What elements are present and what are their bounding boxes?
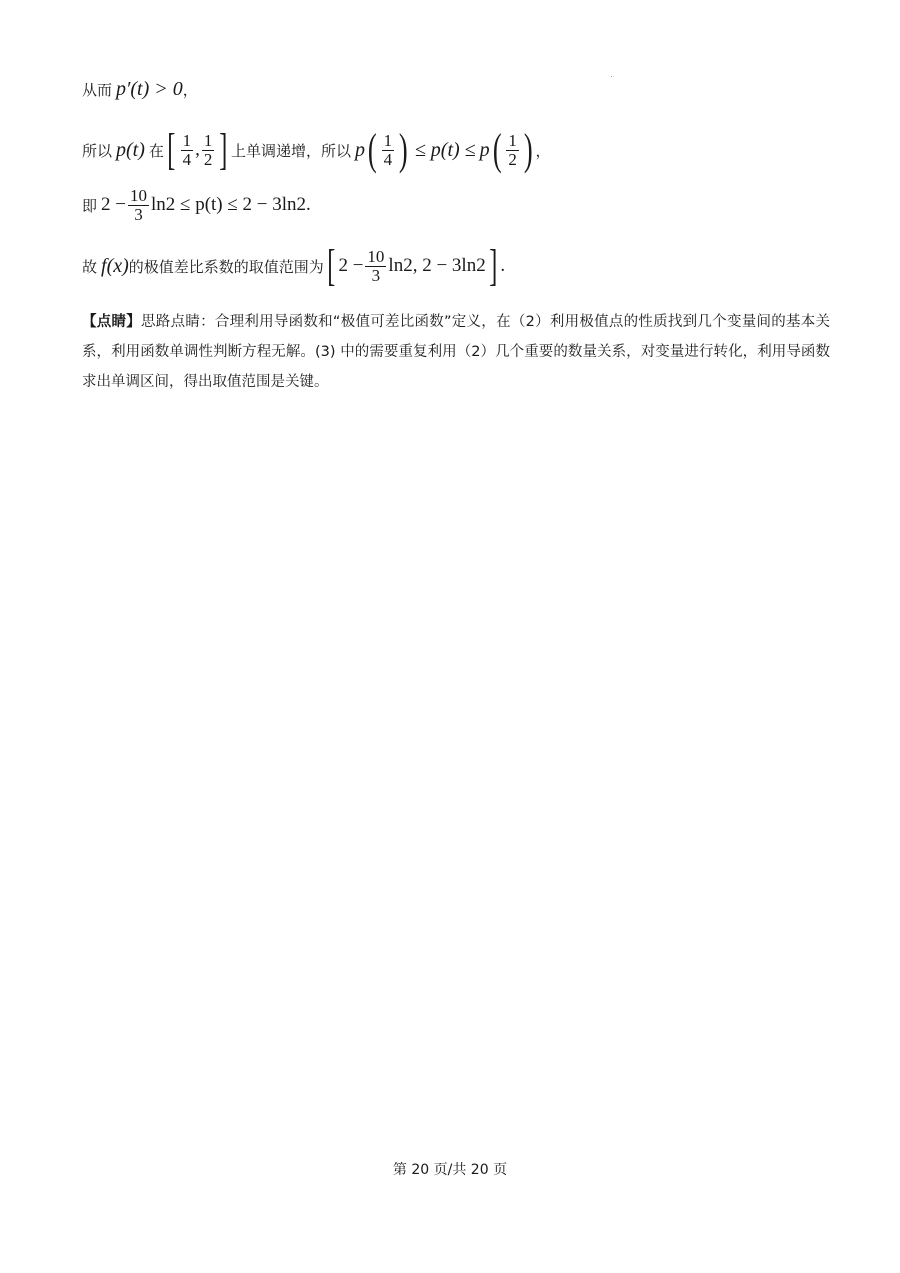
text-punct: . — [500, 255, 506, 276]
solution-line-2 — [82, 125, 551, 174]
text-word: 在 — [148, 141, 164, 160]
close-paren: ) — [399, 125, 408, 174]
close-paren: ) — [523, 125, 533, 174]
key-point-note — [82, 307, 830, 397]
fraction-numerator: 10 — [367, 246, 385, 266]
math-expression: ≤ p(t) ≤ — [414, 138, 476, 161]
text-punct: ， — [182, 81, 198, 99]
fraction — [365, 248, 386, 285]
open-paren: ( — [492, 125, 502, 174]
open-paren: ( — [367, 125, 377, 174]
fraction — [202, 132, 215, 169]
math-symbol: p — [479, 138, 490, 161]
text-prefix: 从而 — [82, 81, 113, 99]
fraction-numerator: 10 — [129, 186, 147, 205]
solution-line-3 — [82, 187, 311, 224]
solution-line-1 — [82, 78, 198, 101]
close-bracket: ] — [489, 241, 498, 290]
math-expression: p(t) — [116, 138, 145, 161]
text-word: 上单调递增，所以 — [230, 141, 351, 160]
fraction-denominator: 2 — [203, 149, 213, 169]
open-bracket: [ — [327, 241, 336, 290]
fraction-numerator: 1 — [508, 130, 517, 150]
fraction — [128, 187, 149, 224]
fraction-denominator: 3 — [134, 204, 143, 224]
text-word: 的极值差比系数的取值范围为 — [128, 257, 324, 276]
math-expression: ln2, 2 − 3ln2 — [388, 255, 486, 276]
open-bracket: [ — [167, 125, 176, 174]
close-bracket: ] — [219, 125, 228, 174]
solution-line-4 — [82, 241, 506, 290]
text-prefix: 故 — [82, 257, 98, 276]
fraction-numerator: 1 — [182, 130, 192, 150]
text-prefix: 所以 — [82, 141, 113, 160]
math-symbol: p — [355, 138, 365, 161]
fraction-denominator: 2 — [508, 149, 517, 169]
fraction-denominator: 4 — [182, 149, 192, 169]
math-expression: 2 − — [338, 255, 364, 276]
fraction-numerator: 1 — [383, 130, 393, 150]
fraction — [181, 132, 194, 169]
text-punct: . — [306, 194, 311, 216]
math-expression: f(x) — [101, 254, 129, 277]
note-text: 思路点睛：合理利用导函数和“极值可差比函数”定义，在（2）利用极值点的性质找到几个变量间的基本关系，利用函数单调性判断方程无解。(3) 中的需要重复利用（2）几个重要的数量关系，对变量进行转化，利用导函数求出单调区间，得出取值范围是关键。 — [82, 314, 831, 390]
fraction-numerator: 1 — [203, 130, 213, 150]
fraction-denominator: 3 — [371, 265, 381, 285]
text-prefix: 即 — [82, 196, 98, 215]
fraction-denominator: 4 — [383, 149, 393, 169]
fraction — [506, 132, 519, 169]
page-footer: 第 20 页/共 20 页 — [392, 1162, 508, 1178]
math-expression: p′(t) > 0 — [116, 78, 183, 100]
math-comma: , — [195, 139, 200, 160]
note-tag: 【点睛】 — [82, 314, 142, 330]
math-expression: ln2 ≤ p(t) ≤ 2 − 3ln2 — [150, 194, 307, 216]
math-expression: 2 − — [101, 194, 126, 216]
text-punct: ， — [535, 141, 551, 160]
speck-mark — [611, 76, 612, 77]
fraction — [382, 132, 395, 169]
